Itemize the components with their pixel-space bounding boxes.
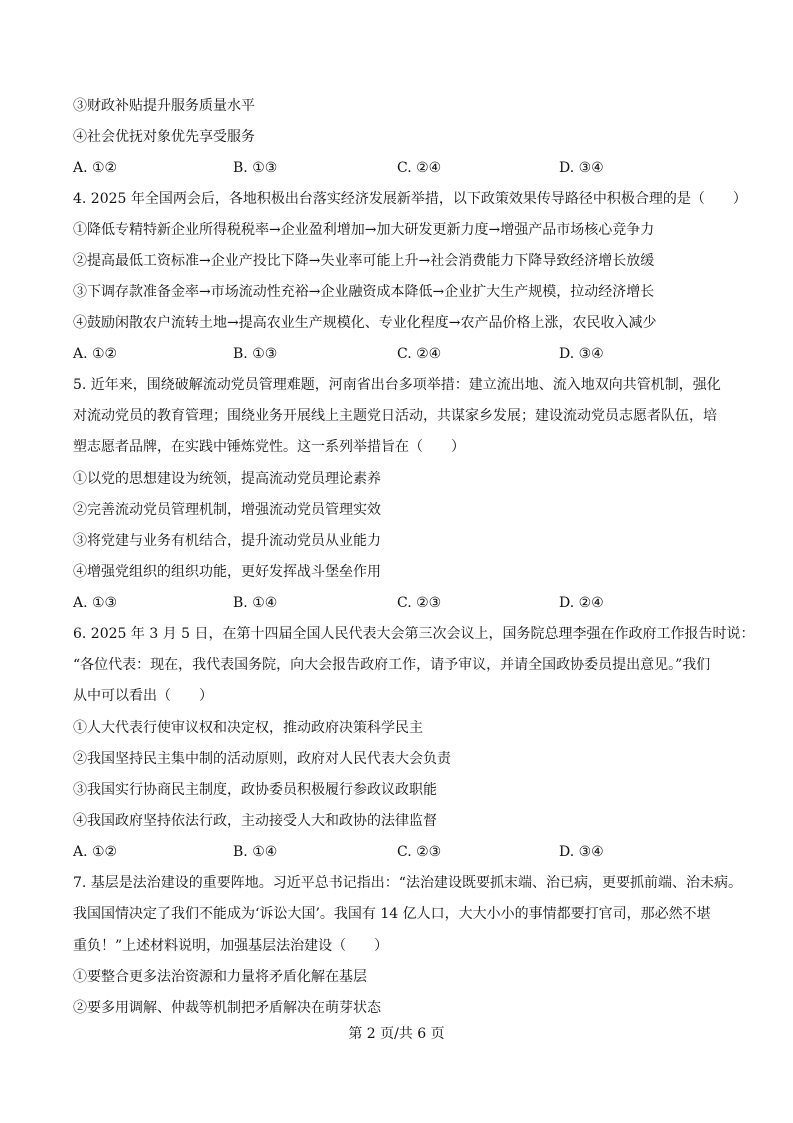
- q6-options: [73, 842, 713, 862]
- q6-stem-line-2: “各位代表：现在，我代表国务院，向大会报告政府工作，请予审议，并请全国政协委员提出意见。”我们: [73, 657, 711, 673]
- q4-option-c: C. ②④: [397, 346, 442, 362]
- q4-statement-4: ④鼓励闲散农户流转土地→提高农业生产规模化、专业化程度→农产品价格上涨，农民收入减少: [73, 315, 657, 331]
- q6-stem-line-1: 6. 2025 年 3 月 5 日，在第十四届全国人民代表大会第三次会议上，国务院总理李强在作政府工作报告时说：: [73, 626, 755, 642]
- q4-statement-3: ③下调存款准备金率→市场流动性充裕→企业融资成本降低→企业扩大生产规模，拉动经济增长: [73, 284, 655, 300]
- q6-option-c: C. ②③: [397, 844, 442, 860]
- q4-stem: 4. 2025 年全国两会后，各地积极出台落实经济发展新举措，以下政策效果传导路径中积极合理的是（ ）: [73, 191, 747, 207]
- q3-options: [73, 158, 713, 178]
- q4-option-d: D. ③④: [559, 346, 604, 362]
- q5-stem-line-2: 对流动党员的教育管理；围绕业务开展线上主题党日活动，共谋家乡发展；建设流动党员志愿者队伍，培: [73, 408, 717, 424]
- q6-option-d: D. ③④: [559, 844, 604, 860]
- q5-statement-4: ④增强党组织的组织功能，更好发挥战斗堡垒作用: [73, 564, 381, 580]
- q7-statement-1: ①要整合更多法治资源和力量将矛盾化解在基层: [73, 969, 367, 985]
- q4-option-a: A. ①②: [73, 346, 118, 362]
- q3-statement-3: ③财政补贴提升服务质量水平: [73, 98, 255, 114]
- q7-statement-2: ②要多用调解、仲裁等机制把矛盾解决在萌芽状态: [73, 1000, 381, 1016]
- q6-option-b: B. ①④: [233, 844, 278, 860]
- q7-stem-line-1: 7. 基层是法治建设的重要阵地。习近平总书记指出：“法治建设既要抓末端、治已病，更要抓前端、治未病。: [73, 875, 742, 891]
- q6-option-a: A. ①②: [73, 844, 118, 860]
- q3-option-b: B. ①③: [233, 160, 278, 176]
- q3-option-c: C. ②④: [397, 160, 442, 176]
- q6-statement-3: ③我国实行协商民主制度，政协委员积极履行参政议政职能: [73, 782, 437, 798]
- q5-statement-3: ③将党建与业务有机结合，提升流动党员从业能力: [73, 533, 381, 549]
- q6-statement-4: ④我国政府坚持依法行政，主动接受人大和政协的法律监督: [73, 813, 437, 829]
- q5-option-b: B. ①④: [233, 595, 278, 611]
- q6-statement-1: ①人大代表行使审议权和决定权，推动政府决策科学民主: [73, 720, 423, 736]
- q7-stem-line-2: 我国国情决定了我们不能成为‘诉讼大国’。我国有 14 亿人口，大大小小的事情都要打官司，那必然不堪: [73, 906, 711, 922]
- q5-stem-line-3: 塑志愿者品牌，在实践中锤炼党性。这一系列举措旨在（ ）: [73, 439, 465, 455]
- q4-options: [73, 344, 713, 364]
- q4-option-b: B. ①③: [233, 346, 278, 362]
- q5-statement-1: ①以党的思想建设为统领，提高流动党员理论素养: [73, 471, 381, 487]
- page-footer: 第 2 页/共 6 页: [348, 1026, 445, 1042]
- q3-option-d: D. ③④: [559, 160, 604, 176]
- q5-option-c: C. ②③: [397, 595, 442, 611]
- q5-options: [73, 593, 713, 613]
- q4-statement-2: ②提高最低工资标准→企业产投比下降→失业率可能上升→社会消费能力下降导致经济增长放缓: [73, 253, 655, 269]
- q3-statement-4: ④社会优抚对象优先享受服务: [73, 129, 255, 145]
- q4-statement-1: ①降低专精特新企业所得税税率→企业盈利增加→加大研发更新力度→增强产品市场核心竞争力: [73, 222, 655, 238]
- q7-stem-line-3: 重负！”上述材料说明，加强基层法治建设（ ）: [73, 938, 389, 954]
- q5-stem-line-1: 5. 近年来，围绕破解流动党员管理难题，河南省出台多项举措：建立流出地、流入地双向共管机制，强化: [73, 377, 721, 393]
- q6-stem-line-3: 从中可以看出（ ）: [73, 688, 213, 704]
- q5-option-a: A. ①③: [73, 595, 118, 611]
- q5-option-d: D. ②④: [559, 595, 604, 611]
- q5-statement-2: ②完善流动党员管理机制，增强流动党员管理实效: [73, 502, 381, 518]
- q3-option-a: A. ①②: [73, 160, 118, 176]
- q6-statement-2: ②我国坚持民主集中制的活动原则，政府对人民代表大会负责: [73, 751, 451, 767]
